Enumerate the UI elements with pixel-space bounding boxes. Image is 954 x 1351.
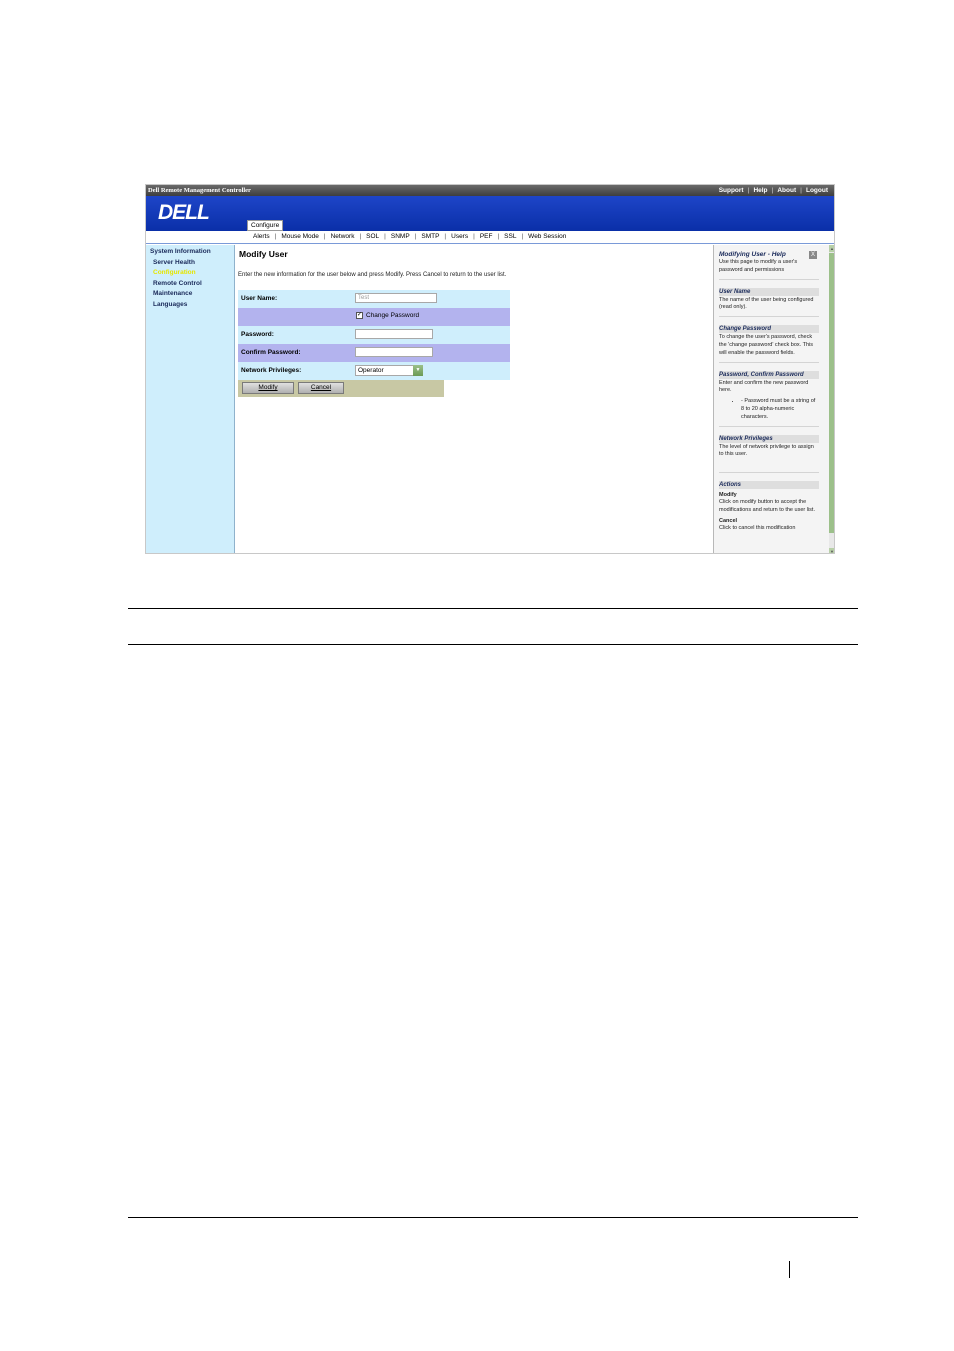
change-password-label: Change Password bbox=[366, 312, 420, 319]
help-sub-modify: Modify bbox=[719, 491, 737, 498]
password-field[interactable] bbox=[355, 329, 433, 339]
divider bbox=[128, 608, 858, 609]
help-sub-cancel: Cancel bbox=[719, 517, 738, 524]
network-privileges-label: Network Privileges: bbox=[241, 367, 302, 374]
help-heading-user-name: User Name bbox=[719, 288, 819, 296]
help-text: Enter and confirm the new password here. bbox=[719, 379, 809, 394]
sub-navigation: Alerts | Mouse Mode | Network | SOL | SNMP | SMTP | Users | PEF | SSL | Web Session bbox=[146, 231, 834, 244]
title-bar bbox=[146, 185, 834, 196]
nav-maintenance[interactable]: Maintenance bbox=[153, 290, 193, 297]
change-password-row bbox=[238, 308, 510, 326]
nav-languages[interactable]: Languages bbox=[153, 300, 188, 308]
network-privileges-select[interactable] bbox=[355, 365, 423, 376]
app-title: Dell Remote Management Controller bbox=[148, 187, 251, 194]
left-navigation bbox=[146, 245, 235, 554]
help-heading-change-password: Change Password bbox=[719, 325, 819, 333]
subnav-sol[interactable]: SOL bbox=[366, 233, 380, 240]
help-heading-password: Password, Confirm Password bbox=[719, 371, 819, 379]
confirm-password-row bbox=[238, 344, 510, 362]
dell-logo: DELL bbox=[158, 201, 209, 224]
subnav-web-session[interactable]: Web Session bbox=[528, 233, 567, 240]
close-icon[interactable]: X bbox=[810, 252, 815, 258]
nav-system-information[interactable]: System Information bbox=[150, 248, 211, 255]
subnav-pef[interactable]: PEF bbox=[479, 233, 493, 240]
scroll-down-icon[interactable]: ▼ bbox=[830, 549, 834, 554]
help-text: The level of network privilege to assign to this user. bbox=[719, 443, 814, 458]
confirm-password-label: Confirm Password: bbox=[241, 349, 301, 356]
network-privileges-value: Operator bbox=[358, 367, 384, 374]
divider: | bbox=[800, 187, 802, 194]
help-bullet: • - Password must be a string of 8 to 20 alpha-numeric characters. bbox=[741, 398, 819, 421]
confirm-password-field[interactable] bbox=[355, 347, 433, 357]
subnav-alerts[interactable]: Alerts bbox=[253, 233, 270, 240]
tab-configure[interactable]: Configure bbox=[247, 220, 283, 231]
help-scrollbar[interactable] bbox=[829, 245, 835, 554]
divider bbox=[128, 1217, 858, 1218]
chevron-down-icon[interactable]: ▼ bbox=[413, 365, 423, 376]
logout-link[interactable]: Logout bbox=[805, 187, 828, 194]
header-banner bbox=[146, 196, 834, 231]
nav-configuration[interactable]: Configuration bbox=[153, 269, 196, 276]
scroll-up-icon[interactable]: ▲ bbox=[830, 246, 834, 251]
password-label: Password: bbox=[241, 331, 274, 338]
button-bar bbox=[238, 380, 444, 397]
help-title: Modifying User - Help bbox=[719, 251, 786, 258]
scroll-thumb[interactable] bbox=[829, 253, 835, 533]
change-password-checkbox[interactable]: ✓ bbox=[357, 312, 363, 318]
main-content bbox=[238, 247, 708, 547]
about-link[interactable]: About bbox=[777, 187, 797, 194]
help-heading-actions: Actions bbox=[719, 481, 819, 489]
subnav-ssl[interactable]: SSL bbox=[504, 233, 517, 240]
nav-remote-control[interactable]: Remote Control bbox=[153, 279, 202, 287]
modify-button[interactable]: Modify bbox=[242, 382, 294, 394]
subnav-network[interactable]: Network bbox=[330, 233, 355, 240]
subnav-snmp[interactable]: SNMP bbox=[390, 233, 410, 240]
help-text: Click to cancel this modification bbox=[719, 524, 796, 531]
help-text: Click on modify button to accept the modifications and return to the user list. bbox=[719, 498, 815, 513]
screenshot-window bbox=[145, 184, 835, 554]
help-link[interactable]: Help bbox=[753, 187, 768, 194]
page-description: Enter the new information for the user below and press Modify. Press Cancel to return to the user list. bbox=[238, 272, 507, 278]
divider: | bbox=[771, 187, 774, 194]
page-title: Modify User bbox=[239, 249, 288, 259]
subnav-users[interactable]: Users bbox=[451, 233, 469, 240]
help-intro: Use this page to modify a user's password and permissions bbox=[719, 259, 798, 273]
user-name-label: User Name: bbox=[241, 295, 278, 302]
help-text: The name of the user being configured (read only). bbox=[719, 296, 814, 311]
nav-server-health[interactable]: Server Health bbox=[153, 258, 195, 266]
user-name-field: Test bbox=[355, 293, 437, 303]
cancel-button[interactable]: Cancel bbox=[298, 382, 344, 394]
subnav-mouse-mode[interactable]: Mouse Mode bbox=[281, 233, 319, 240]
network-privileges-row bbox=[238, 362, 510, 380]
help-heading-network-privileges: Network Privileges bbox=[719, 435, 819, 443]
divider bbox=[128, 644, 858, 645]
divider: | bbox=[747, 187, 750, 194]
subnav-smtp[interactable]: SMTP bbox=[421, 233, 440, 240]
password-row bbox=[238, 326, 510, 344]
support-link[interactable]: Support bbox=[718, 187, 744, 194]
modify-user-form bbox=[238, 290, 510, 397]
help-text: To change the user's password, check the 'change password' check box. This will enable the password fields. bbox=[719, 334, 814, 356]
user-name-row bbox=[238, 290, 510, 308]
help-panel bbox=[713, 245, 830, 554]
page-marker bbox=[789, 1261, 790, 1278]
top-links bbox=[715, 185, 832, 196]
